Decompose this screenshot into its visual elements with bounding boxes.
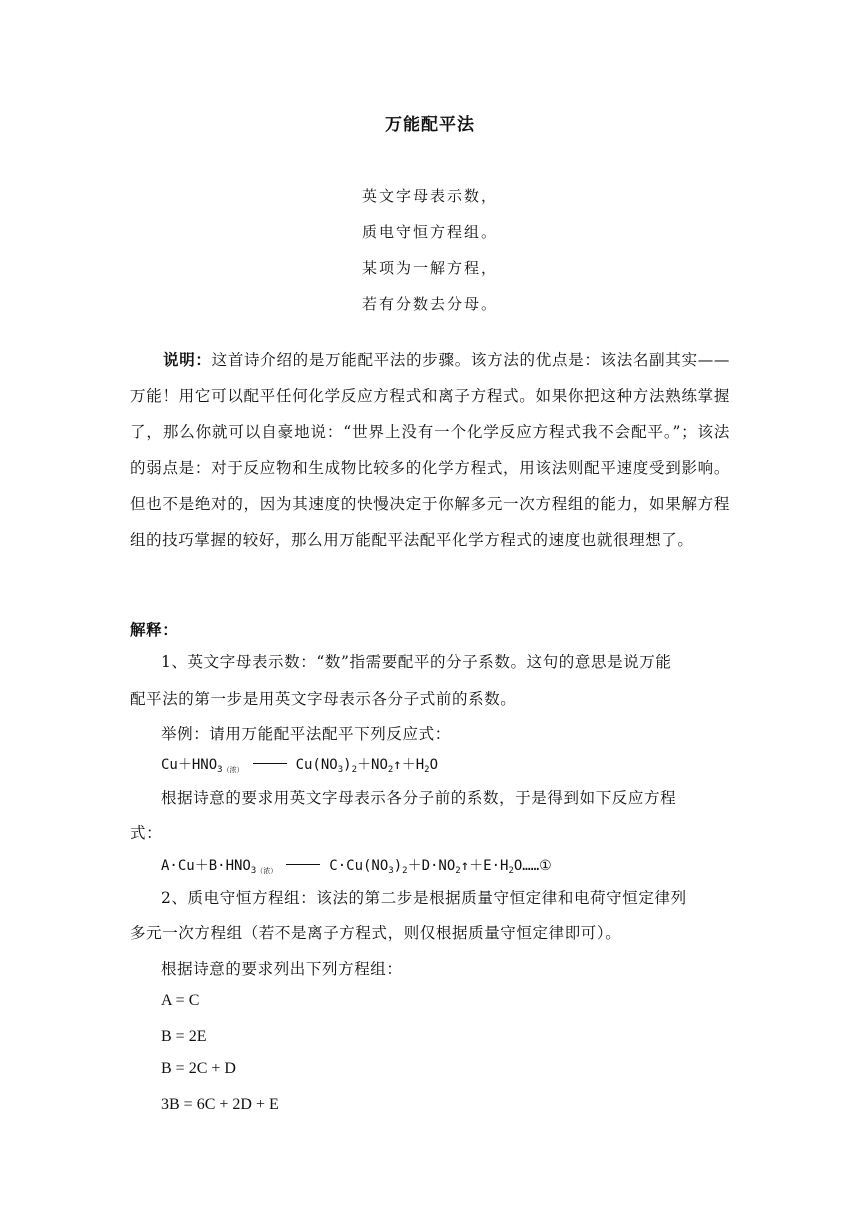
equation: 3B = 6C + 2D + E <box>161 1096 279 1113</box>
example-label: 举例：请用万能配平法配平下列反应式： <box>161 725 451 743</box>
reaction-equation-1 <box>161 755 730 780</box>
subscript: 3 <box>250 866 257 876</box>
subscript: 3 <box>217 765 223 775</box>
product-text: ) <box>393 858 403 874</box>
step2-line: 2、质电守恒方程组：该法的第二步是根据质量守恒定律和电荷守恒定律列 <box>161 889 687 907</box>
condition-text: （浓） <box>256 867 278 875</box>
note-paragraph <box>130 342 730 558</box>
product-text: ＋D·NO <box>407 858 456 874</box>
subscript: 2 <box>351 765 358 775</box>
explain-heading: 解释： <box>130 620 179 639</box>
step1-line: 1、英文字母表示数：“数”指需要配平的分子系数。这句的意思是说万能 <box>161 653 672 671</box>
reactant-text: Cu＋HNO <box>161 757 218 773</box>
product-text: C·Cu(NO <box>329 858 389 874</box>
page-title: 万能配平法 <box>385 115 475 135</box>
product-text: ) <box>343 757 352 773</box>
poem-line: 质电守恒方程组。 <box>362 223 499 241</box>
subscript: 2 <box>508 866 514 876</box>
note-label: 说明： <box>163 350 212 369</box>
condition-text: （浓） <box>222 766 244 774</box>
step1-line: 式： <box>130 824 163 842</box>
product-text: ＋NO <box>357 757 388 773</box>
reaction-equation-2 <box>161 856 730 881</box>
reaction-dash <box>286 864 320 865</box>
poem-line: 若有分数去分母。 <box>362 295 499 313</box>
product-text: ↑＋E·H <box>460 858 509 874</box>
subscript: 2 <box>455 866 461 876</box>
reaction-dash <box>253 763 287 764</box>
product-text: Cu(NO <box>295 757 338 773</box>
subscript: 3 <box>337 765 344 775</box>
poem <box>362 178 498 322</box>
product-text: O……① <box>513 858 552 874</box>
step2-line: 多元一次方程组（若不是离子方程式，则仅根据质量守恒定律即可）。 <box>130 924 622 942</box>
step1-line: 根据诗意的要求用英文字母表示各分子前的系数，于是得到如下反应方程 <box>161 789 677 807</box>
product-text: O <box>429 757 439 773</box>
product-text: ↑＋H <box>393 757 425 773</box>
reactant-text: A·Cu＋B·HNO <box>161 858 251 874</box>
poem-line: 某项为一解方程， <box>362 259 499 277</box>
poem-line: 英文字母表示数， <box>362 187 499 205</box>
subscript: 2 <box>402 866 408 876</box>
equation: B = 2C + D <box>161 1060 236 1077</box>
note-body: 这首诗介绍的是万能配平法的步骤。该方法的优点是：该法名副其实——万能！用它可以配平任何化学反应方程式和离子方程式。如果你把这种方法熟练掌握了，那么你就可以自豪地说：“世界上没有一个化学反应方程式我不会配平。”；该法的弱点是：对于反应物和生成物比较多的化学方程式，用该法则配平速度受到影响。但也不是绝对的，因为其速度的快慢决定于你解多元一次方程组的能力，如果解方程组的技巧掌握的较好，那么用万能配平法配平化学方程式的速度也就很理想了。 <box>130 351 730 549</box>
subscript: 2 <box>424 765 430 775</box>
step2-line: 根据诗意的要求列出下列方程组： <box>161 960 403 978</box>
subscript: 3 <box>388 866 394 876</box>
equation: A = C <box>161 992 200 1009</box>
subscript: 2 <box>387 765 394 775</box>
equation: B = 2E <box>161 1028 207 1045</box>
step1-line: 配平法的第一步是用英文字母表示各分子式前的系数。 <box>130 690 517 708</box>
